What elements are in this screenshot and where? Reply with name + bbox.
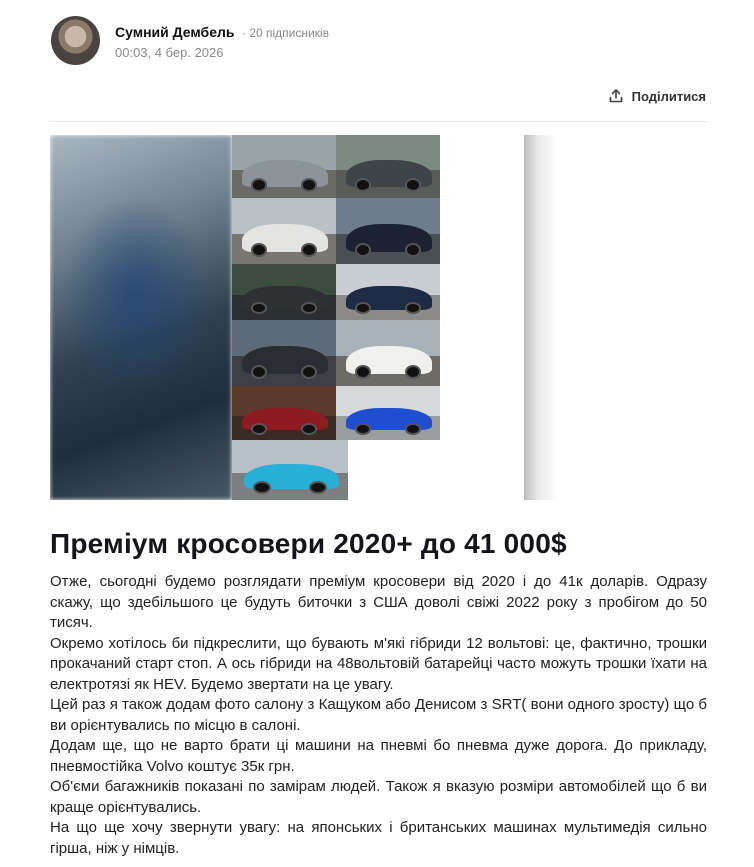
share-button[interactable] — [608, 88, 706, 104]
car-photo-acura-rdx[interactable] — [336, 386, 440, 440]
subscriber-count: · 20 підписників — [242, 26, 329, 40]
author-name[interactable]: Сумний Дембель — [115, 24, 235, 40]
paragraph: Отже, сьогодні будемо розглядати преміум кросовери від 2020 і до 41к доларів. Одразу скажу, що здебільшого це будуть биточки з США доволі свіжі 2022 року з пробігом до 50 тисяч. — [50, 573, 707, 631]
author-avatar[interactable] — [51, 16, 100, 65]
divider — [50, 121, 707, 122]
car-photo-jaguar-f-pace[interactable] — [336, 320, 440, 386]
photo-gallery[interactable] — [50, 135, 558, 500]
car-photo-alfa-stelvio[interactable] — [232, 386, 336, 440]
blurred-photo-preview — [50, 135, 232, 500]
paragraph: На що ще хочу звернути увагу: на японських і британських машинах мультимедія сильно гірша, ніж у німців. — [50, 819, 707, 857]
share-label: Поділитися — [631, 88, 706, 104]
post-date: 00:03, 4 бер. 2026 — [115, 45, 224, 60]
car-photo-mercedes-glc[interactable] — [232, 320, 336, 386]
paragraph: Окремо хотілось би підкреслити, що бувають м'які гібриди 12 вольтові: це, фактично, трошки прокачаний старт стоп. А ось гібриди на 48вольтовій батарейці часто можуть трошки їхати на електротязі як HEV. Будемо звертати на це увагу. — [50, 634, 707, 693]
share-icon — [608, 88, 624, 104]
car-photo-volvo-xc60[interactable] — [232, 264, 336, 320]
car-photo-porsche-macan[interactable] — [232, 440, 348, 500]
paragraph: Об'єми багажників показані по замірам людей. Також я вказую розміри автомобілей що б ви краще орієнтувались. — [50, 778, 707, 816]
car-photo-infiniti-qx50[interactable] — [232, 198, 336, 264]
post-body — [50, 572, 707, 859]
paragraph: Додам ще, що не варто брати ці машини на пневмі бо пневма дуже дорога. До прикладу, пневмостійка Volvo коштує 35к грн. — [50, 737, 707, 775]
car-photo-lexus-nx[interactable] — [336, 198, 440, 264]
car-photo-audi-q5[interactable] — [336, 135, 440, 198]
car-photo-lincoln-nautilus[interactable] — [336, 264, 440, 320]
car-photo-bmw-x3[interactable] — [232, 135, 336, 198]
paragraph: Цей раз я також додам фото салону з Кащуком або Денисом з SRT( вони одного зросту) що б ви орієнтувались по місцю в салоні. — [50, 696, 707, 734]
gallery-edge-shadow — [524, 135, 558, 500]
post-title: Преміум кросовери 2020+ до 41 000$ — [50, 528, 567, 559]
